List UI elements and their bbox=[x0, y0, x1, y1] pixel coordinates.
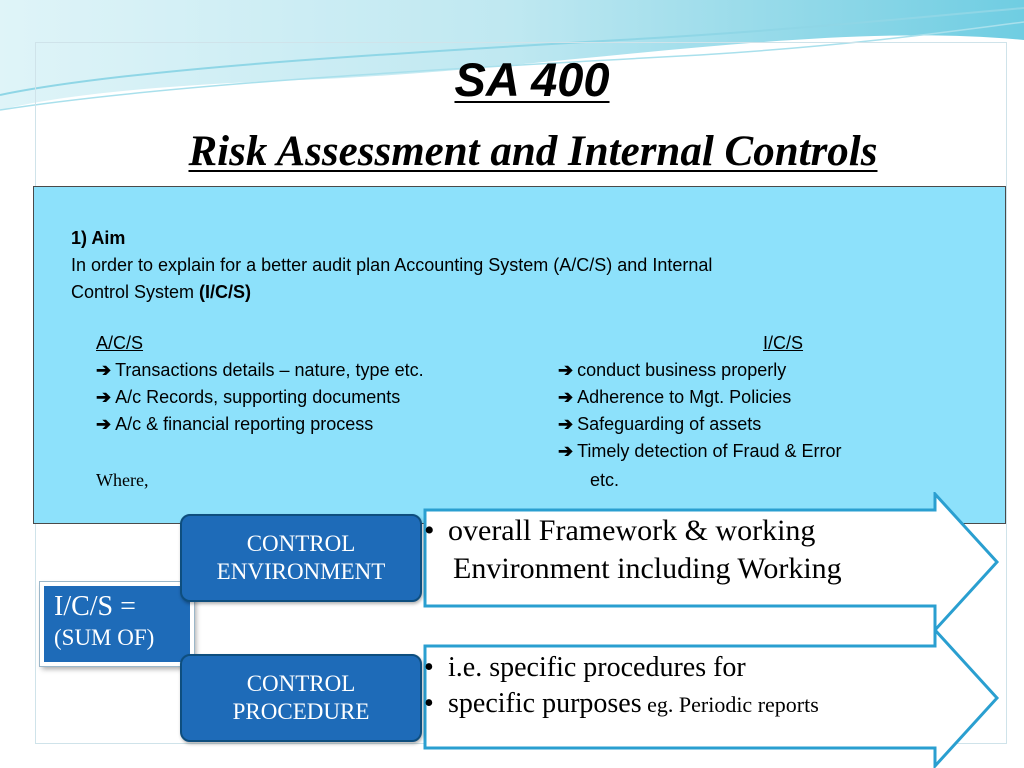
control-environment-box bbox=[180, 514, 422, 602]
aim-text-line1: In order to explain for a better audit plan Accounting System (A/C/S) and Internal bbox=[71, 255, 713, 275]
bullet-icon: • bbox=[424, 514, 435, 547]
slide-title: SA 400 bbox=[454, 53, 610, 106]
ics-sum-line2: (SUM OF) bbox=[54, 625, 155, 650]
ics-item: ➔ conduct business properly bbox=[558, 360, 787, 380]
acs-item: ➔ Transactions details – nature, type etc. bbox=[96, 360, 424, 380]
aim-text-line2: Control System (I/C/S) bbox=[71, 282, 252, 302]
ics-item: ➔ Safeguarding of assets bbox=[558, 414, 762, 434]
acs-heading: A/C/S bbox=[96, 333, 144, 353]
bullet-icon: • bbox=[424, 688, 434, 719]
bullet-icon: • bbox=[424, 652, 434, 683]
acs-item: ➔ A/c Records, supporting documents bbox=[96, 387, 401, 407]
ics-sum-box bbox=[40, 582, 194, 666]
ics-sum-line1: I/C/S = bbox=[54, 591, 136, 622]
control-procedure-label-line2: PROCEDURE bbox=[232, 699, 370, 724]
arrow-icon: ➔ bbox=[96, 387, 112, 407]
arrow-icon: ➔ bbox=[96, 360, 112, 380]
control-procedure-label-line1: CONTROL bbox=[246, 671, 356, 696]
arrow-icon: ➔ bbox=[558, 387, 574, 407]
ics-item: ➔ Timely detection of Fraud & Error bbox=[558, 441, 842, 461]
arrow-icon: ➔ bbox=[558, 414, 574, 434]
where-label: Where, bbox=[96, 470, 149, 490]
control-environment-description: • overall Framework & working Environment including Working bbox=[424, 514, 842, 585]
control-procedure-description: • i.e. specific procedures for • specific purposes eg. Periodic reports bbox=[424, 650, 819, 723]
control-environment-label-line1: CONTROL bbox=[246, 531, 356, 556]
slide-subtitle: Risk Assessment and Internal Controls bbox=[188, 128, 878, 175]
arrow-icon: ➔ bbox=[558, 360, 574, 380]
ics-etc: etc. bbox=[590, 470, 620, 490]
ics-heading: I/C/S bbox=[763, 333, 804, 353]
acs-item: ➔ A/c & financial reporting process bbox=[96, 414, 374, 434]
arrow-icon: ➔ bbox=[96, 414, 112, 434]
control-environment-label-line2: ENVIRONMENT bbox=[216, 559, 386, 584]
ics-item: ➔ Adherence to Mgt. Policies bbox=[558, 387, 792, 407]
aim-heading: 1) Aim bbox=[71, 228, 126, 248]
arrow-icon: ➔ bbox=[558, 441, 574, 461]
aim-info-box bbox=[33, 186, 1006, 524]
control-procedure-box bbox=[180, 654, 422, 742]
